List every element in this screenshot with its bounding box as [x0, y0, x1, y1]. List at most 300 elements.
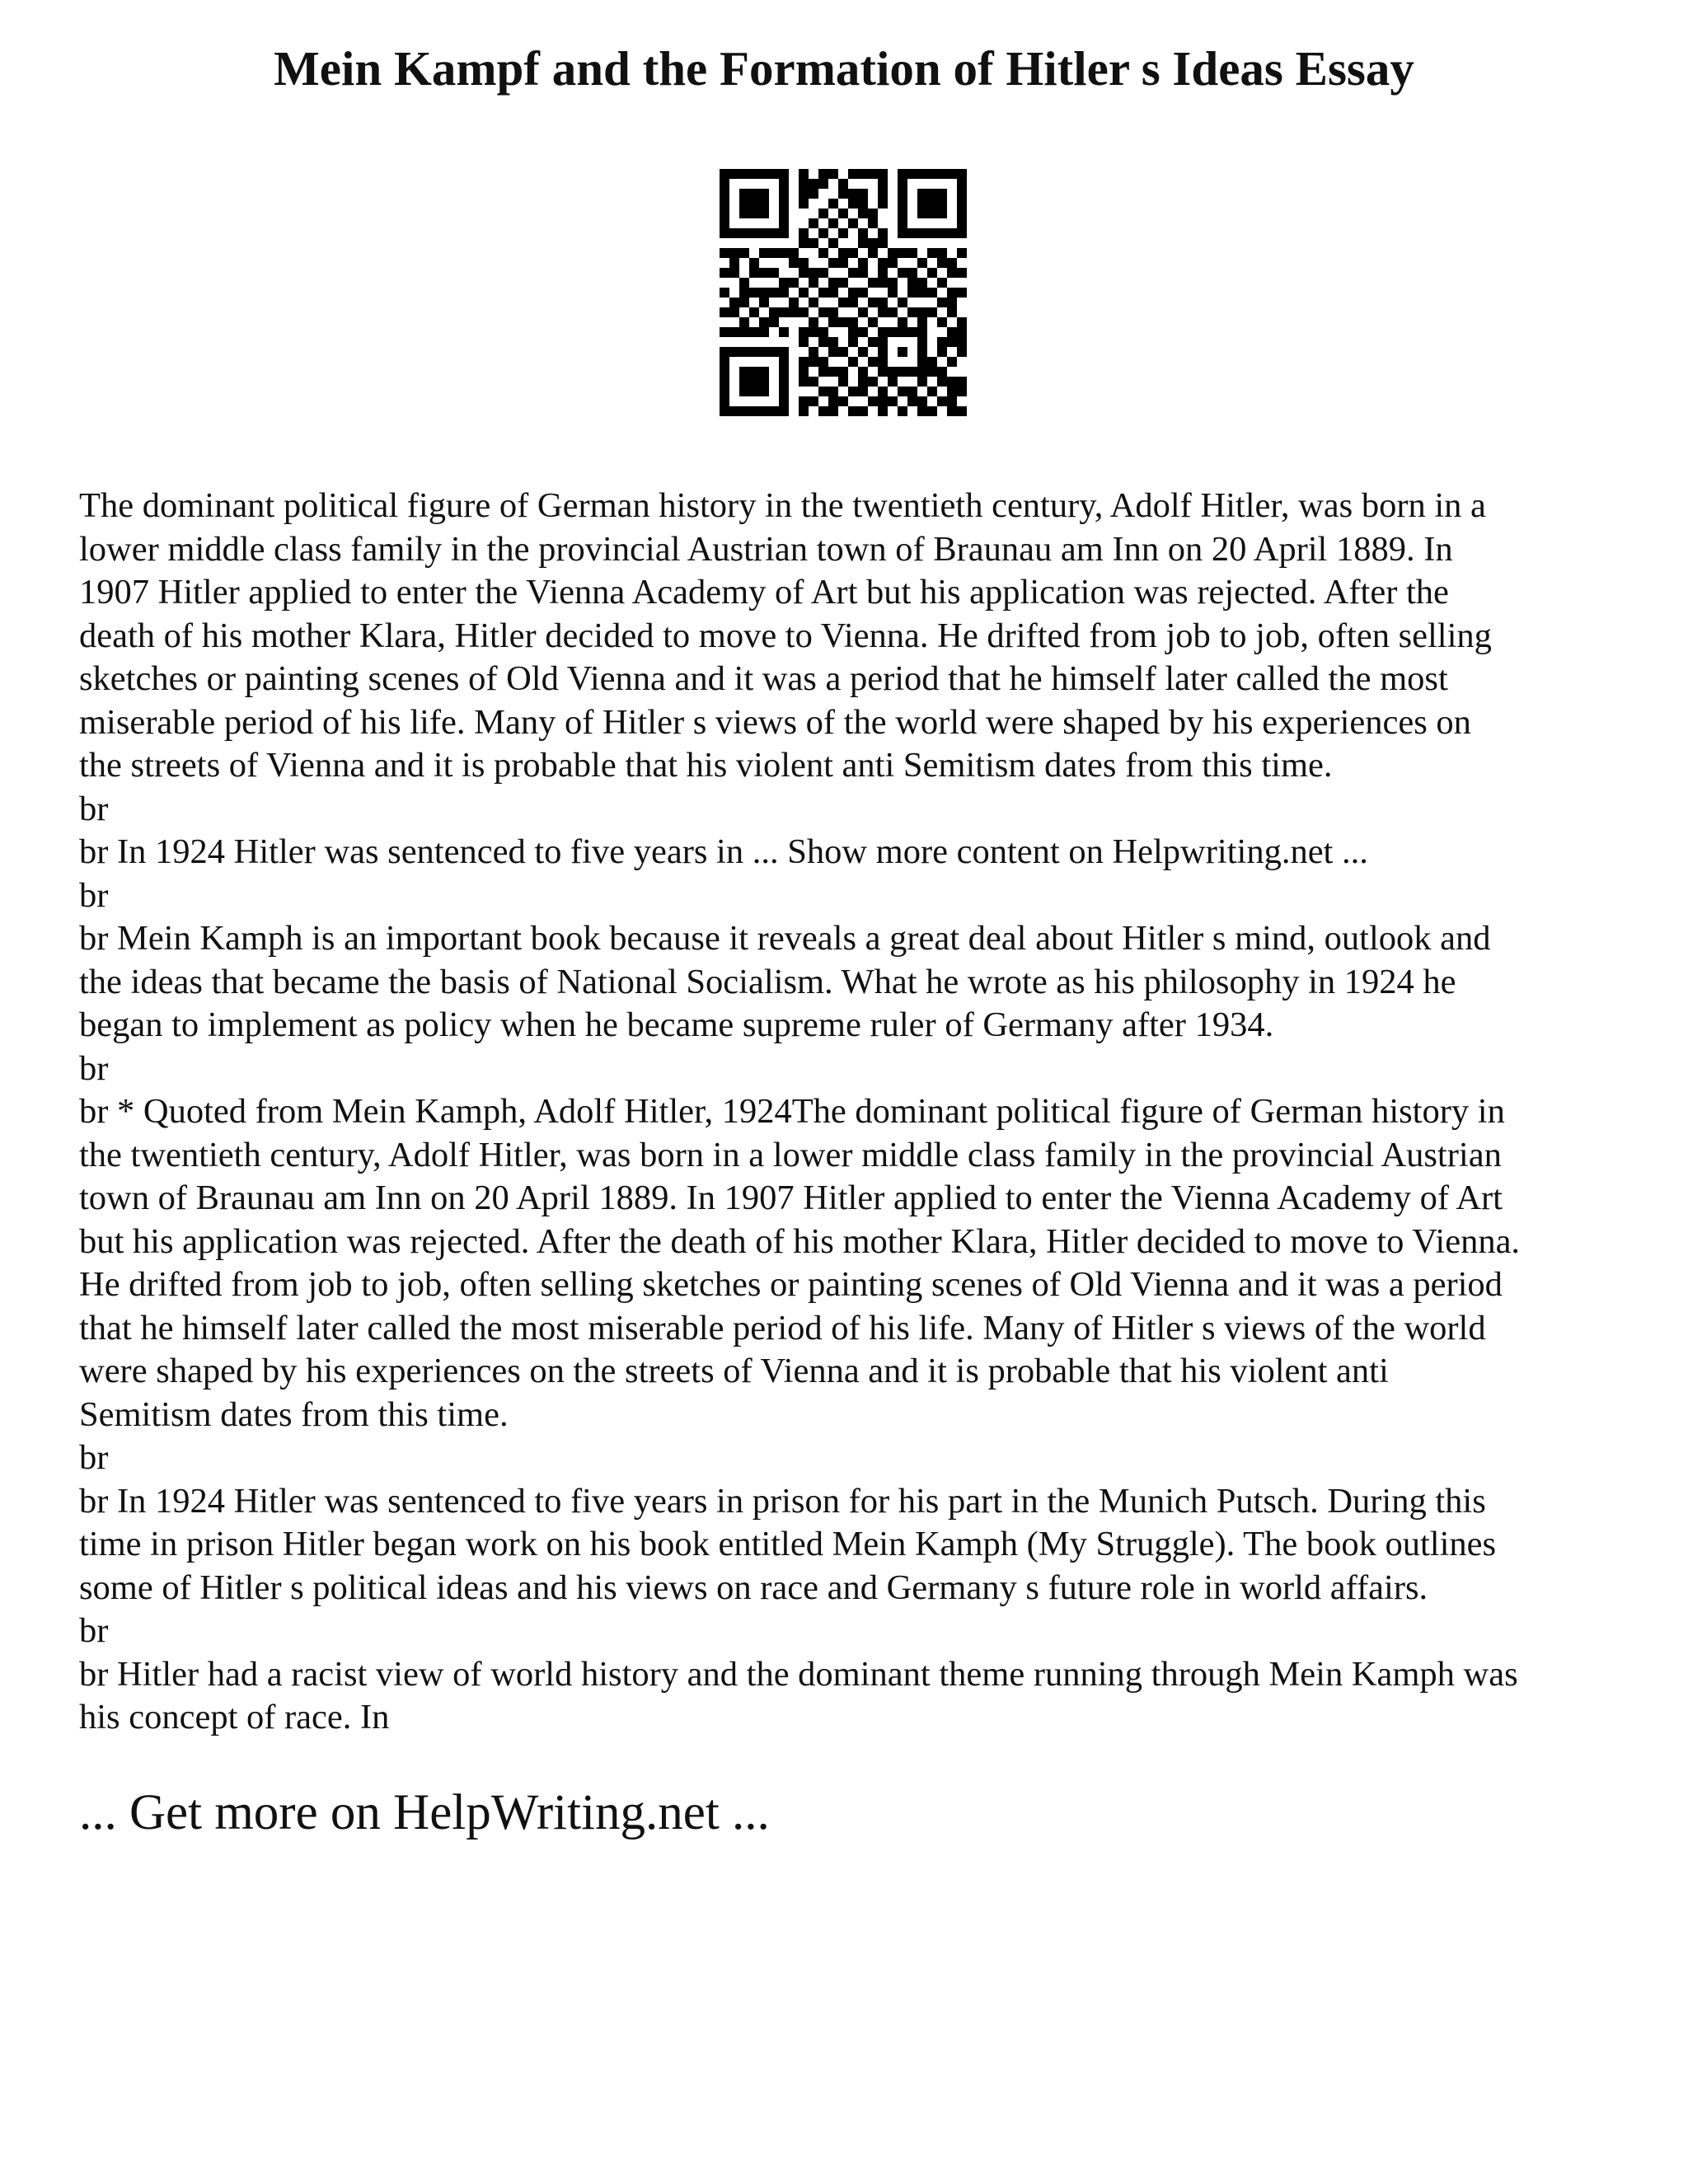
qr-module — [779, 248, 789, 258]
qr-module — [809, 396, 818, 406]
qr-module — [720, 377, 729, 387]
qr-module — [779, 307, 789, 317]
qr-module — [898, 228, 907, 238]
qr-module — [818, 248, 828, 258]
essay-line: the ideas that became the basis of National Socialism. What he wrote as his philosophy in 1924 he — [79, 962, 1456, 1001]
qr-module — [789, 258, 799, 268]
qr-module — [957, 179, 967, 189]
qr-module — [937, 169, 947, 179]
qr-module — [898, 387, 907, 396]
qr-module — [818, 337, 828, 347]
qr-module — [769, 406, 779, 416]
qr-module — [878, 199, 888, 209]
qr-module — [799, 228, 809, 238]
qr-module — [720, 406, 729, 416]
qr-module — [878, 387, 888, 396]
qr-module — [848, 317, 858, 327]
qr-module — [927, 367, 937, 377]
qr-module — [759, 199, 769, 209]
qr-module — [729, 347, 739, 357]
qr-module — [838, 278, 848, 288]
qr-module — [779, 228, 789, 238]
qr-module — [818, 367, 828, 377]
qr-module — [779, 327, 789, 337]
qr-module — [769, 248, 779, 258]
get-more-link[interactable]: ... Get more on HelpWriting.net ... — [79, 1785, 770, 1840]
qr-module — [957, 248, 967, 258]
qr-module — [878, 258, 888, 268]
qr-module — [799, 268, 809, 278]
qr-module — [828, 169, 838, 179]
qr-module — [858, 199, 868, 209]
essay-line: time in prison Hitler began work on his book entitled Mein Kamph (My Struggle). The book outlines — [79, 1525, 1497, 1563]
qr-module — [878, 327, 888, 337]
qr-module — [917, 189, 927, 199]
essay-line: 1907 Hitler applied to enter the Vienna Academy of Art but his application was rejected. After the — [79, 573, 1449, 612]
qr-module — [917, 357, 927, 367]
qr-module — [937, 199, 947, 209]
essay-line: but his application was rejected. After the death of his mother Klara, Hitler decided to move to Vienna. — [79, 1221, 1521, 1261]
qr-module — [868, 317, 878, 327]
essay-line: br In 1924 Hitler was sentenced to five years in prison for his part in the Munich Putsch. During this — [79, 1481, 1486, 1521]
qr-module — [917, 288, 927, 298]
qr-module — [927, 169, 937, 179]
qr-module — [868, 248, 878, 258]
qr-module — [799, 367, 809, 377]
qr-module — [848, 327, 858, 337]
qr-module — [769, 317, 779, 327]
qr-module — [838, 347, 848, 357]
essay-line: began to implement as policy when he became supreme ruler of Germany after 1934. — [79, 1005, 1274, 1044]
qr-module — [739, 228, 749, 238]
qr-module — [858, 406, 868, 416]
qr-module — [898, 209, 907, 218]
qr-module — [828, 337, 838, 347]
qr-module — [729, 248, 739, 258]
essay-line: br — [79, 1611, 109, 1650]
qr-module — [739, 367, 749, 377]
qr-module — [957, 268, 967, 278]
qr-module — [937, 258, 947, 268]
qr-module — [759, 209, 769, 218]
qr-module — [809, 357, 818, 367]
qr-module — [789, 307, 799, 317]
qr-module — [759, 228, 769, 238]
qr-module — [828, 218, 838, 228]
qr-module — [729, 298, 739, 307]
qr-module — [720, 396, 729, 406]
qr-module — [769, 307, 779, 317]
qr-module — [799, 179, 809, 189]
qr-module — [858, 327, 868, 337]
qr-module — [878, 238, 888, 248]
qr-module — [838, 396, 848, 406]
qr-module — [818, 387, 828, 396]
qr-module — [878, 347, 888, 357]
qr-module — [779, 218, 789, 228]
qr-module — [720, 248, 729, 258]
qr-module — [907, 367, 917, 377]
qr-module — [848, 387, 858, 396]
qr-module — [927, 357, 937, 367]
qr-module — [907, 278, 917, 288]
qr-module — [878, 367, 888, 377]
qr-module — [917, 337, 927, 347]
qr-module — [848, 199, 858, 209]
qr-module — [720, 179, 729, 189]
qr-module — [809, 317, 818, 327]
qr-module — [888, 278, 898, 288]
qr-module — [739, 199, 749, 209]
qr-module — [917, 209, 927, 218]
qr-module — [947, 337, 957, 347]
qr-module — [749, 367, 759, 377]
qr-module — [809, 298, 818, 307]
qr-module — [878, 298, 888, 307]
qr-module — [957, 199, 967, 209]
qr-module — [838, 228, 848, 238]
document-title: Mein Kampf and the Formation of Hitler s Ideas Essay — [274, 41, 1414, 96]
qr-module — [779, 179, 789, 189]
qr-module — [947, 228, 957, 238]
qr-module — [838, 209, 848, 218]
qr-module — [917, 307, 927, 317]
qr-module — [749, 387, 759, 396]
essay-line: the twentieth century, Adolf Hitler, was born in a lower middle class family in the provincial Austrian — [79, 1135, 1502, 1174]
essay-line: br * Quoted from Mein Kamph, Adolf Hitler, 1924The dominant political figure of German history in — [79, 1092, 1505, 1131]
qr-module — [838, 317, 848, 327]
essay-line: br In 1924 Hitler was sentenced to five years in ... Show more content on Helpwriting.net ... — [79, 832, 1368, 871]
qr-module — [888, 307, 898, 317]
qr-module — [809, 189, 818, 199]
qr-module — [858, 189, 868, 199]
qr-module — [838, 189, 848, 199]
qr-module — [937, 189, 947, 199]
essay-line: He drifted from job to job, often selling sketches or painting scenes of Old Vienna and it was a period — [79, 1265, 1503, 1304]
qr-module — [947, 169, 957, 179]
essay-body — [79, 485, 1645, 1740]
qr-module — [779, 189, 789, 199]
qr-module — [720, 327, 729, 337]
qr-module — [858, 367, 868, 377]
qr-module — [818, 406, 828, 416]
qr-module — [848, 357, 858, 367]
qr-module — [858, 258, 868, 268]
qr-module — [898, 179, 907, 189]
qr-module — [749, 189, 759, 199]
qr-module — [799, 377, 809, 387]
qr-module — [878, 337, 888, 347]
qr-module — [888, 396, 898, 406]
qr-module — [937, 228, 947, 238]
qr-module — [828, 387, 838, 396]
qr-module — [749, 268, 759, 278]
qr-module — [818, 228, 828, 238]
qr-module — [947, 307, 957, 317]
qr-module — [838, 258, 848, 268]
qr-module — [720, 189, 729, 199]
qr-module — [809, 278, 818, 288]
qr-module — [759, 288, 769, 298]
qr-module — [779, 209, 789, 218]
qr-module — [858, 209, 868, 218]
qr-module — [917, 377, 927, 387]
qr-module — [957, 327, 967, 337]
qr-module — [947, 288, 957, 298]
qr-module — [828, 199, 838, 209]
qr-module — [818, 209, 828, 218]
qr-module — [878, 268, 888, 278]
qr-module — [739, 298, 749, 307]
qr-module — [898, 199, 907, 209]
qr-module — [878, 357, 888, 367]
qr-module — [917, 258, 927, 268]
qr-module — [838, 179, 848, 189]
essay-line: br — [79, 875, 109, 915]
qr-module — [937, 377, 947, 387]
qr-module — [729, 268, 739, 278]
qr-module — [927, 228, 937, 238]
qr-module — [937, 317, 947, 327]
qr-module — [868, 377, 878, 387]
qr-module — [799, 327, 809, 337]
qr-module — [759, 387, 769, 396]
qr-module — [878, 396, 888, 406]
qr-module — [799, 337, 809, 347]
qr-module — [848, 298, 858, 307]
qr-module — [818, 307, 828, 317]
essay-line: br — [79, 789, 109, 828]
qr-module — [888, 288, 898, 298]
qr-module — [799, 189, 809, 199]
qr-module — [799, 357, 809, 367]
qr-module — [818, 179, 828, 189]
qr-module — [907, 387, 917, 396]
qr-module — [957, 189, 967, 199]
qr-module — [779, 347, 789, 357]
qr-module — [917, 327, 927, 337]
qr-module — [927, 189, 937, 199]
qr-module — [720, 268, 729, 278]
qr-module — [759, 347, 769, 357]
qr-module — [868, 169, 878, 179]
qr-module — [858, 238, 868, 248]
qr-module — [749, 347, 759, 357]
qr-module — [739, 288, 749, 298]
qr-module — [828, 396, 838, 406]
qr-module — [957, 228, 967, 238]
qr-module — [848, 337, 858, 347]
qr-module — [917, 228, 927, 238]
qr-module — [907, 268, 917, 278]
qr-module — [957, 406, 967, 416]
qr-module — [799, 169, 809, 179]
qr-module — [779, 278, 789, 288]
qr-module — [720, 199, 729, 209]
qr-module — [927, 268, 937, 278]
qr-module — [799, 288, 809, 298]
qr-module — [927, 387, 937, 396]
qr-module — [898, 189, 907, 199]
qr-module — [779, 377, 789, 387]
qr-module — [720, 387, 729, 396]
qr-module — [947, 268, 957, 278]
qr-module — [749, 377, 759, 387]
qr-module — [907, 307, 917, 317]
essay-line: br Hitler had a racist view of world history and the dominant theme running through Mein Kamph was — [79, 1654, 1518, 1694]
essay-line: br Mein Kamph is an important book because it reveals a great deal about Hitler s mind, outlook and — [79, 919, 1491, 958]
qr-module — [957, 377, 967, 387]
qr-module — [917, 317, 927, 327]
qr-module — [749, 228, 759, 238]
qr-module — [739, 377, 749, 387]
qr-module — [720, 347, 729, 357]
essay-line: his concept of race. In — [79, 1698, 390, 1736]
qr-module — [739, 317, 749, 327]
qr-module — [878, 307, 888, 317]
qr-module — [799, 238, 809, 248]
qr-module — [749, 258, 759, 268]
qr-module — [828, 307, 838, 317]
qr-module — [759, 327, 769, 337]
qr-module — [947, 357, 957, 367]
qr-module — [838, 367, 848, 377]
qr-module — [828, 406, 838, 416]
qr-module — [809, 179, 818, 189]
qr-module — [868, 218, 878, 228]
qr-module — [739, 347, 749, 357]
qr-module — [898, 218, 907, 228]
essay-line: the streets of Vienna and it is probable that his violent anti Semitism dates from this time. — [79, 746, 1333, 785]
qr-module — [937, 209, 947, 218]
qr-module — [739, 248, 749, 258]
qr-module — [749, 209, 759, 218]
qr-module — [769, 347, 779, 357]
qr-module — [848, 406, 858, 416]
qr-module — [720, 218, 729, 228]
qr-module — [789, 298, 799, 307]
qr-module — [947, 258, 957, 268]
qr-module — [828, 258, 838, 268]
qr-module — [799, 199, 809, 209]
qr-module — [947, 377, 957, 387]
essay-line: were shaped by his experiences on the streets of Vienna and it is probable that his violent anti — [79, 1352, 1389, 1390]
essay-line: br — [79, 1438, 109, 1477]
essay-line: some of Hitler s political ideas and his views on race and Germany s future role in world affairs. — [79, 1568, 1428, 1607]
qr-module — [809, 327, 818, 337]
qr-module — [759, 268, 769, 278]
qr-module — [898, 298, 907, 307]
qr-module — [838, 248, 848, 258]
qr-module — [779, 288, 789, 298]
qr-module — [878, 406, 888, 416]
qr-module — [779, 169, 789, 179]
qr-module — [917, 367, 927, 377]
qr-module — [957, 218, 967, 228]
qr-module — [759, 406, 769, 416]
qr-module — [789, 278, 799, 288]
qr-module — [720, 357, 729, 367]
qr-module — [799, 396, 809, 406]
qr-module — [858, 228, 868, 238]
qr-module — [739, 387, 749, 396]
qr-module — [828, 367, 838, 377]
qr-module — [937, 278, 947, 288]
essay-line: that he himself later called the most miserable period of his life. Many of Hitler s views of the world — [79, 1308, 1486, 1347]
qr-module — [828, 317, 838, 327]
essay-line: lower middle class family in the provincial Austrian town of Braunau am Inn on 20 April 1889. In — [79, 529, 1453, 569]
qr-module — [868, 357, 878, 367]
qr-module — [917, 199, 927, 209]
qr-module — [759, 248, 769, 258]
qr-module — [749, 406, 759, 416]
qr-module — [848, 218, 858, 228]
qr-module — [868, 337, 878, 347]
qr-module — [720, 209, 729, 218]
qr-module — [729, 258, 739, 268]
qr-module — [858, 347, 868, 357]
qr-module — [809, 238, 818, 248]
qr-module — [878, 179, 888, 189]
qr-module — [957, 387, 967, 396]
qr-module — [898, 367, 907, 377]
qr-module — [848, 189, 858, 199]
qr-module — [907, 288, 917, 298]
qr-module — [818, 169, 828, 179]
qr-module — [888, 377, 898, 387]
qr-module — [957, 347, 967, 357]
qr-module — [937, 367, 947, 377]
qr-module — [729, 169, 739, 179]
qr-module — [898, 406, 907, 416]
qr-module — [957, 209, 967, 218]
qr-module — [878, 189, 888, 199]
qr-module — [898, 317, 907, 327]
essay-line: Semitism dates from this time. — [79, 1394, 509, 1434]
qr-module — [937, 396, 947, 406]
qr-module — [868, 238, 878, 248]
qr-module — [917, 169, 927, 179]
qr-module — [739, 327, 749, 337]
qr-module — [947, 406, 957, 416]
qr-module — [858, 268, 868, 278]
qr-module — [720, 307, 729, 317]
qr-module — [809, 218, 818, 228]
essay-line: The dominant political figure of German history in the twentieth century, Adolf Hitler, was born in a — [79, 486, 1486, 525]
qr-module — [818, 357, 828, 367]
qr-module — [799, 406, 809, 416]
qr-module — [917, 406, 927, 416]
qr-module — [759, 367, 769, 377]
qr-module — [720, 228, 729, 238]
qr-module — [858, 387, 868, 396]
qr-module — [769, 268, 779, 278]
qr-module — [749, 169, 759, 179]
essay-line: sketches or painting scenes of Old Vienna and it was a period that he himself later called the most — [79, 659, 1448, 698]
qr-module — [927, 406, 937, 416]
essay-line: br — [79, 1048, 109, 1088]
qr-module — [739, 278, 749, 288]
qr-module — [779, 367, 789, 377]
qr-code-graphic — [720, 169, 967, 416]
qr-module — [739, 406, 749, 416]
essay-line: miserable period of his life. Many of Hitler s views of the world were shaped by his experiences on — [79, 702, 1471, 742]
qr-module — [779, 199, 789, 209]
qr-module — [898, 248, 907, 258]
qr-module — [957, 169, 967, 179]
qr-module — [907, 327, 917, 337]
qr-module — [917, 347, 927, 357]
